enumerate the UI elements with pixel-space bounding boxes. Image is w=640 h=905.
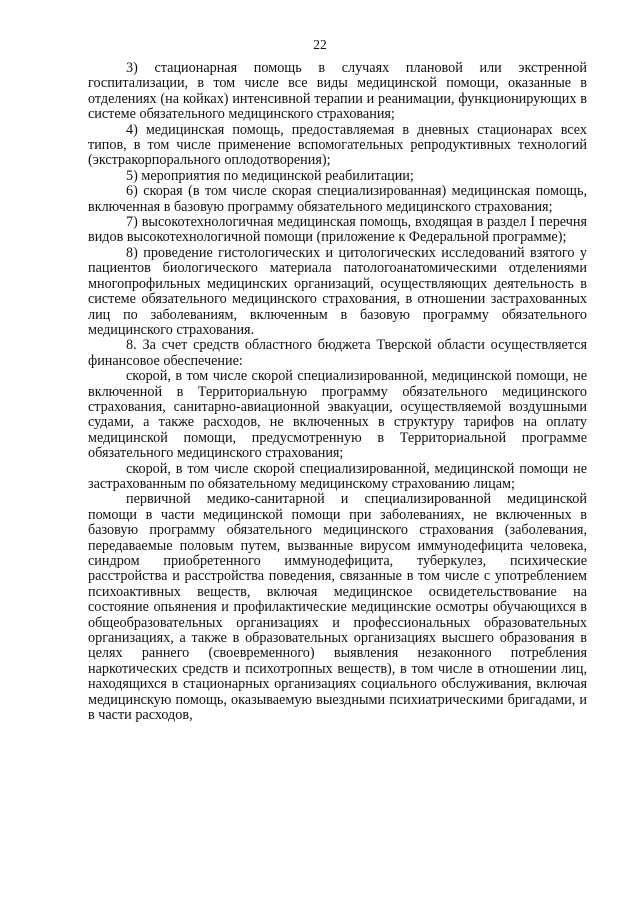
paragraph-item-6-ambulance: 6) скорая (в том числе скорая специализированная) медицинская помощь, включенная в базовую программу обязательного медицинского страхования; xyxy=(88,183,587,215)
paragraph-emergency-care-not-included: скорой, в том числе скорой специализированной, медицинской помощи, не включенной в Территориальную программу обязательного медицинского страхования, санитарно-авиационной эвакуации, осуществляемой воздушными судами, а также расходов, не включенных в структуру тарифов на оплату медицинской помощи, предусмотренную в Территориальной программе обязательного медицинского страхования; xyxy=(88,368,587,462)
paragraph-item-5-rehabilitation: 5) мероприятия по медицинской реабилитации; xyxy=(126,167,414,184)
paragraph-section-8-regional-budget: 8. За счет средств областного бюджета Тверской области осуществляется финансовое обеспечение: xyxy=(88,337,587,369)
paragraph-item-4-day-hospital: 4) медицинская помощь, предоставляемая в дневных стационарах всех типов, в том числе применение вспомогательных репродуктивных технологий (экстракорпорального оплодотворения); xyxy=(88,121,587,169)
body-text xyxy=(88,61,587,723)
paragraph-item-7-high-tech-care: 7) высокотехнологичная медицинская помощь, входящая в раздел I перечня видов высокотехнологичной помощи (приложение к Федеральной программе); xyxy=(88,214,587,246)
paragraph-primary-specialized-care: первичной медико-санитарной и специализированной медицинской помощи в части медицинской помощи при заболеваниях, не включенных в базовую программу обязательного медицинского страхования (заболевания, передаваемые половым путем, вызванные вирусом иммунодефицита человека, синдром приобретенного иммунодефицита, туберкулез, психические расстройства и расстройства поведения, связанные в том числе с употреблением психоактивных веществ, включая медицинское освидетельствование на состояние опьянения и профилактические медицинские осмотры обучающихся в общеобразовательных организациях и профессиональных образовательных организациях, а также в образовательных организациях высшего образования в целях раннего (своевременного) выявления незаконного потребления наркотических средств и психотропных веществ), в том числе в отношении лиц, находящихся в стационарных организациях социального обслуживания, включая медицинскую помощь, оказываемую выездными психиатрическими бригадами, и в части расходов, xyxy=(88,491,587,724)
paragraph-item-3-inpatient-care: 3) стационарная помощь в случаях плановой или экстренной госпитализации, в том числе все виды медицинской помощи, оказанные в отделениях (на койках) интенсивной терапии и реанимации, функционирующих в системе обязательного медицинского страхования; xyxy=(88,60,587,123)
paragraph-item-8-histology: 8) проведение гистологических и цитологических исследований взятого у пациентов биологического материала патологоанатомическими отделениями многопрофильных медицинских организаций, осуществляющих деятельность в системе обязательного медицинского страхования, в отношении застрахованных лиц по заболеваниям, включенным в базовую программу обязательного медицинского страхования. xyxy=(88,244,587,338)
page-number: 22 xyxy=(313,37,327,52)
paragraph-emergency-care-uninsured: скорой, в том числе скорой специализированной, медицинской помощи не застрахованным по обязательному медицинскому страхованию лицам; xyxy=(88,460,587,492)
